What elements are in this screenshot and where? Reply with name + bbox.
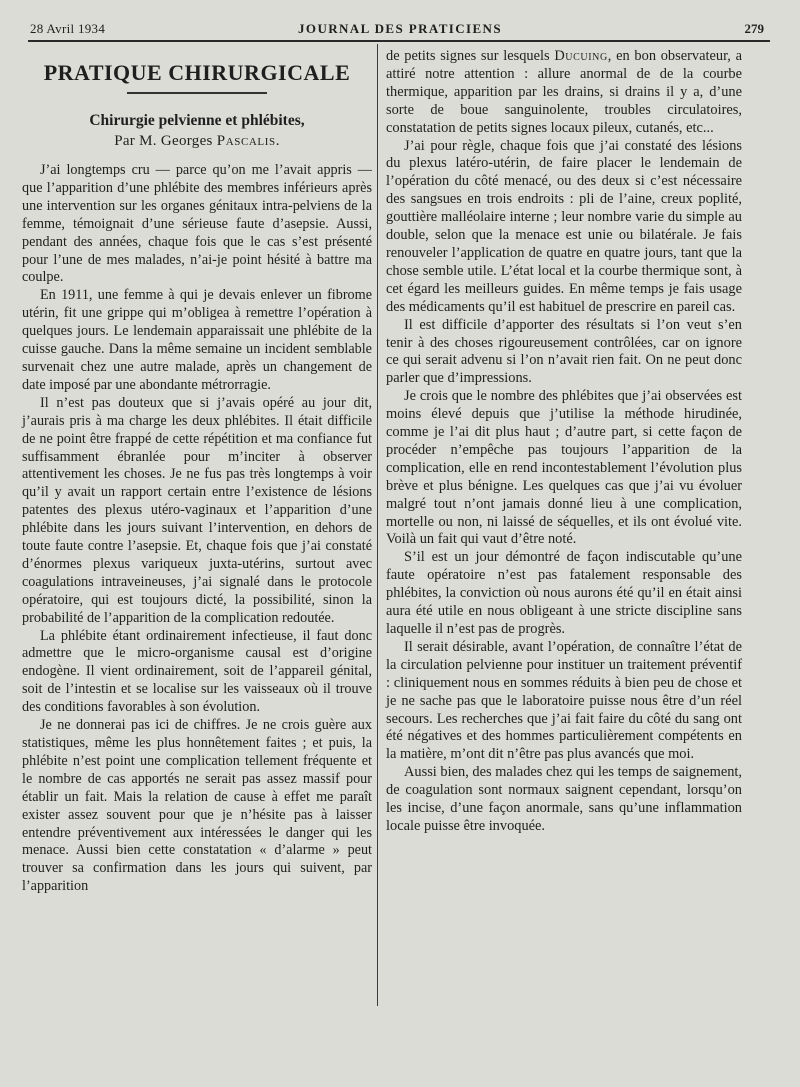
continuation-rest: , en bon observateur, a attiré notre attention : allure anormal de de la courbe thermique, apparition par les drains, si drains il y a, d’une sorte de boue sanguinolente, troubles circulatoires, constatation de petits signes locaux pileux, cutanés, etc... xyxy=(386,48,742,136)
paragraph: En 1911, une femme à qui je devais enlever un fibrome utérin, fit une grippe qui m’obligea à remettre l’opération à quelques jours. Le lendemain apparaissait une phlébite de la cuisse gauche. Dans la même semaine un incident semblable survenait chez une autre malade, après un changement de date imposé par une abondante métrorragie. xyxy=(22,287,372,393)
journal-title: JOURNAL DES PRATICIENS xyxy=(298,21,502,36)
byline-prefix: Par M. Georges xyxy=(114,133,213,149)
page-number: 279 xyxy=(744,21,764,36)
paragraph-continuation xyxy=(386,48,742,138)
continuation-prefix: de petits signes sur lesquels xyxy=(386,48,550,64)
paragraph: Il n’est pas douteux que si j’avais opéré au jour dit, j’aurais pris à ma charge les deux phlébites. Il était difficile de ne point être frappé de cette répétition et ma confiance fut suffisamment ébranlée pour m’inciter à observer attentivement les choses. Je ne fus pas très longtemps à voir qu’il y avait un rapport certain entre l’existence de lésions patentes des plexus utéro-vaginaux et l’apparition d’une phlébite dans les jours suivant l’intervention, en dehors de toute faute contre l’asepsie. Et, chaque fois que j’ai constaté d’énormes plexus variqueux juxta-utérins, surtout avec coagulations intraveineuses, j’ai signalé dans le protocole opératoire, qui est toujours dicté, la possibilité, sinon la probabilité de l’apparition de la complication redoutée. xyxy=(22,394,372,626)
paragraph: Il serait désirable, avant l’opération, de connaître l’état de la circulation pelvienne pour instituer un traitement préventif : cliniquement nous en sommes réduits à bien peu de chose et je ne sache pas que le laboratoire puisse nous être d’un réel secours. Les recherches que j’ai fait faire du côté du sang ont été négatives et des hommes particulièrement compétents en la matière, m’ont dit n’être pas plus avancés que moi. xyxy=(386,638,742,763)
byline-suffix: . xyxy=(275,133,280,149)
right-column-body xyxy=(386,48,742,836)
paragraph: La phlébite étant ordinairement infectieuse, il faut donc admettre que le micro-organisme causal est d’origine endogène. Il vient ordinairement, soit de l’appareil génital, soit de l’intestin et se localise sur les vaisseaux où il trouve des conditions favorables à son évolution. xyxy=(22,627,372,716)
column-divider xyxy=(377,44,378,1006)
paragraph: S’il est un jour démontré de façon indiscutable qu’une faute opératoire n’est pas fatalement responsable des phlébites, la conviction où nous aurons été qu’il en était ainsi aura été utile en nous obligeant à une stricte discipline sans laquelle il n’est pas de progrès. xyxy=(386,549,742,637)
header-rule xyxy=(28,40,770,42)
paragraph: J’ai pour règle, chaque fois que j’ai constaté des lésions du plexus latéro-utérin, de faire placer le lendemain de l’opération du côté menacé, ou des deux si c’est nécessaire des sangsues en trois endroits : pli de l’aine, creux poplité, gouttière malléolaire interne ; leur nombre varie du simple au double, selon que la menace est unie ou bilatérale. Je fais renouveler l’application de quatre en quatre jours, tant que la chose semble utile. L’état local et la courbe thermique sont, à cet égard les meilleurs guides. En même temps je fais usage des médicaments qu’il est habituel de prescrire en pareil cas. xyxy=(386,137,742,315)
paragraph: Je crois que le nombre des phlébites que j’ai observées est moins élevé depuis que j’utilise la méthode hirudinée, comme je l’ai dit plus haut ; d’autre part, si cette façon de procéder n’empêche pas toujours l’apparition de la complication, elle en rend incontestablement l’évolution plus brève et plus bénigne. Les quelques cas que j’ai vu évoluer malgré tout n’ont jamais donné lieu à une complication, mortelle ou non, ni laissé de séquelles, et ils ont évolué vite. Voilà un fait qui vaut d’être noté. xyxy=(386,388,742,548)
paragraph: Il est difficile d’apporter des résultats si l’on veut s’en tenir à des choses rigoureusement contrôlées, car on ignore ce qui serait advenu si l’on n’avait rien fait. On ne peut donc parler que d’impressions. xyxy=(386,316,742,387)
section-rubric: PRATIQUE CHIRURGICALE xyxy=(43,60,351,85)
article-title: Chirurgie pelvienne et phlébites, xyxy=(89,112,305,129)
cited-name: Ducuing xyxy=(554,48,608,64)
issue-date: 28 Avril 1934 xyxy=(30,21,106,36)
left-column xyxy=(22,56,372,1061)
paragraph: Je ne donnerai pas ici de chiffres. Je ne crois guère aux statistiques, même les plus honnêtement faites ; et puis, la phlébite n’est point une complication tellement fréquente et le nombre de cas apportés ne serait pas assez massif pour établir un fait. Mais la relation de cause à effet me paraît exister assez souvent pour que je n’hésite pas à laisser entendre préventivement aux intéressées le danger qui les menace. Aussi bien cette constatation « d’alarme » peut trouver sa confirmation dans les jours qui suivent, par l’apparition xyxy=(22,717,372,895)
right-column xyxy=(386,48,742,1048)
article-byline xyxy=(22,133,372,150)
byline-surname: Pascalis xyxy=(216,133,276,149)
paragraph: Aussi bien, des malades chez qui les temps de saignement, de coagulation sont normaux saignent cependant, lorsqu’on les incise, d’une façon anormale, sans qu’une inflammation locale puisse être invoquée. xyxy=(386,764,742,834)
rubric-underline xyxy=(127,92,267,94)
left-column-body xyxy=(22,162,372,896)
running-header xyxy=(30,18,770,40)
paragraph: J’ai longtemps cru — parce qu’on me l’avait appris — que l’apparition d’une phlébite des membres inférieurs après une intervention sur les organes génitaux intra-pelviens de la femme, témoignait d’une sérieuse faute d’asepsie. Aussi, pendant des années, chaque fois que le cas s’est présenté pour l’une de mes malades, n’ai-je point hésité à battre ma coulpe. xyxy=(22,162,372,286)
